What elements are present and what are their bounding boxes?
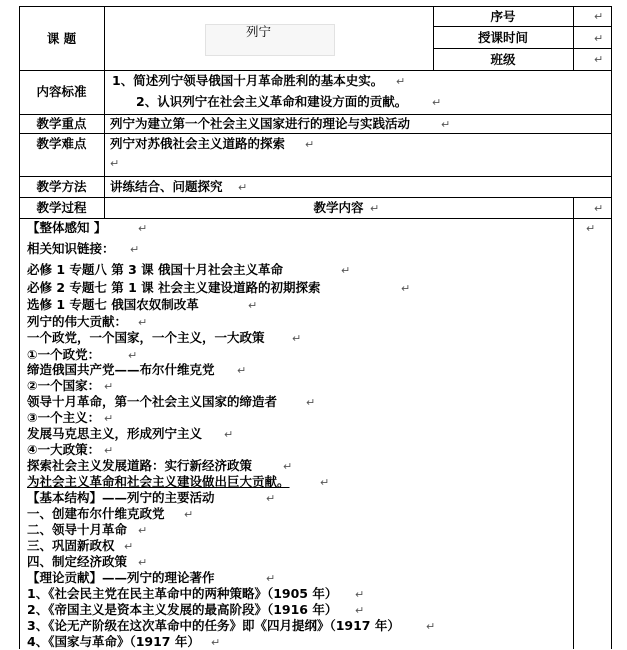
content-line: 必修 1 专题八 第 3 课 俄国十月社会主义革命 [27, 262, 284, 277]
content-line: 选修 1 专题七 俄国农奴制改革 [27, 297, 199, 312]
paragraph-mark: ↵ [237, 364, 247, 377]
method-label: 教学方法 [36, 179, 87, 194]
paragraph-mark: ↵ [138, 556, 148, 569]
content-line: 发展马克思主义，形成列宁主义 [27, 426, 203, 441]
content-line: 必修 2 专题七 第 1 课 社会主义建设道路的初期探索 [27, 280, 321, 295]
row-divider [19, 70, 612, 71]
column-divider [573, 197, 574, 649]
content-line-underlined: 为社会主义革命和社会主义建设做出巨大贡献。 [27, 474, 290, 489]
content-line: 【整体感知 】 [27, 220, 107, 235]
paragraph-mark: ↵ [124, 540, 134, 553]
content-line: ①一个政党： [27, 347, 101, 362]
paragraph-mark: ↵ [138, 524, 148, 537]
paragraph-mark: ↵ [248, 299, 258, 312]
paragraph-mark: ↵ [138, 222, 148, 235]
paragraph-mark: ↵ [426, 620, 436, 633]
class-label: 班级 [490, 52, 516, 67]
content-line: 【基本结构】——列宁的主要活动 [27, 490, 215, 505]
content-line: ②一个国家： [27, 378, 101, 393]
row-divider [19, 133, 612, 134]
process-label: 教学过程 [36, 200, 87, 215]
column-divider [104, 6, 105, 218]
paragraph-mark: ↵ [266, 492, 276, 505]
paragraph-mark: ↵ [355, 588, 365, 601]
content-label: 教学内容 [313, 200, 364, 215]
column-divider [573, 6, 574, 70]
paragraph-mark: ↵ [401, 282, 411, 295]
method-text: 讲练结合、问题探究 [110, 179, 223, 194]
content-line: 列宁的伟大贡献： [27, 314, 128, 329]
row-divider [19, 218, 612, 219]
paragraph-mark: ↵ [432, 96, 442, 109]
table-border-left [19, 6, 20, 649]
content-line: 三、巩固新政权 [27, 538, 115, 553]
paragraph-mark: ↵ [283, 460, 293, 473]
paragraph-mark: ↵ [130, 243, 140, 256]
paragraph-mark: ↵ [224, 428, 234, 441]
paragraph-mark: ↵ [211, 636, 221, 649]
content-line: 相关知识链接： [27, 241, 115, 256]
paragraph-mark: ↵ [396, 75, 406, 88]
paragraph-mark: ↵ [594, 202, 604, 215]
seq-label: 序号 [490, 9, 516, 24]
standard-item: 1、简述列宁领导俄国十月革命胜利的基本史实。 [112, 73, 384, 88]
paragraph-mark: ↵ [370, 202, 380, 215]
row-divider [433, 26, 612, 27]
paragraph-mark: ↵ [594, 10, 604, 23]
content-line: 缔造俄国共产党——布尔什维克党 [27, 362, 215, 377]
paragraph-mark: ↵ [594, 32, 604, 45]
paragraph-mark: ↵ [355, 604, 365, 617]
paragraph-mark: ↵ [341, 264, 351, 277]
content-line: 2、《帝国主义是资本主义发展的最高阶段》（1916 年） [27, 602, 338, 617]
standard-item: 2、认识列宁在社会主义革命和建设方面的贡献。 [136, 94, 408, 109]
paragraph-mark: ↵ [138, 316, 148, 329]
time-label: 授课时间 [477, 30, 528, 45]
course-label: 课 题 [46, 31, 77, 46]
paragraph-mark: ↵ [266, 572, 276, 585]
paragraph-mark: ↵ [104, 380, 114, 393]
key-label: 教学重点 [36, 116, 87, 131]
paragraph-mark: ↵ [306, 396, 316, 409]
content-line: 3、《论无产阶级在这次革命中的任务》即《四月提纲》（1917 年） [27, 618, 400, 633]
paragraph-mark: ↵ [594, 53, 604, 66]
paragraph-mark: ↵ [110, 157, 120, 170]
content-line: 【理论贡献】——列宁的理论著作 [27, 570, 215, 585]
paragraph-mark: ↵ [104, 444, 114, 457]
content-line: ④一大政策： [27, 442, 101, 457]
key-text: 列宁为建立第一个社会主义国家进行的理论与实践活动 [110, 116, 411, 131]
paragraph-mark: ↵ [441, 118, 451, 131]
row-divider [19, 176, 612, 177]
content-line: 4、《国家与革命》（1917 年） [27, 634, 200, 649]
paragraph-mark: ↵ [184, 508, 194, 521]
course-title: 列宁 [246, 24, 272, 39]
standard-label: 内容标准 [36, 84, 87, 99]
paragraph-mark: ↵ [104, 412, 114, 425]
row-divider [433, 48, 612, 49]
content-line: 一、创建布尔什维克政党 [27, 506, 165, 521]
content-line: 二、领导十月革命 [27, 522, 128, 537]
difficult-text: 列宁对苏俄社会主义道路的探索 [110, 136, 286, 151]
table-border-top [19, 6, 612, 7]
content-line: 一个政党，一个国家，一个主义，一大政策 [27, 330, 265, 345]
content-line: 探索社会主义发展道路：实行新经济政策 [27, 458, 253, 473]
table-border-right [611, 6, 612, 649]
row-divider [19, 197, 612, 198]
row-divider [19, 114, 612, 115]
content-line: 领导十月革命，第一个社会主义国家的缔造者 [27, 394, 278, 409]
paragraph-mark: ↵ [292, 332, 302, 345]
content-line: 1、《社会民主党在民主革命中的两种策略》（1905 年） [27, 586, 338, 601]
difficult-label: 教学难点 [36, 136, 87, 151]
content-line: ③一个主义： [27, 410, 101, 425]
paragraph-mark: ↵ [238, 181, 248, 194]
paragraph-mark: ↵ [320, 476, 330, 489]
paragraph-mark: ↵ [586, 222, 596, 235]
paragraph-mark: ↵ [128, 349, 138, 362]
paragraph-mark: ↵ [305, 138, 315, 151]
content-line: 四、制定经济政策 [27, 554, 128, 569]
